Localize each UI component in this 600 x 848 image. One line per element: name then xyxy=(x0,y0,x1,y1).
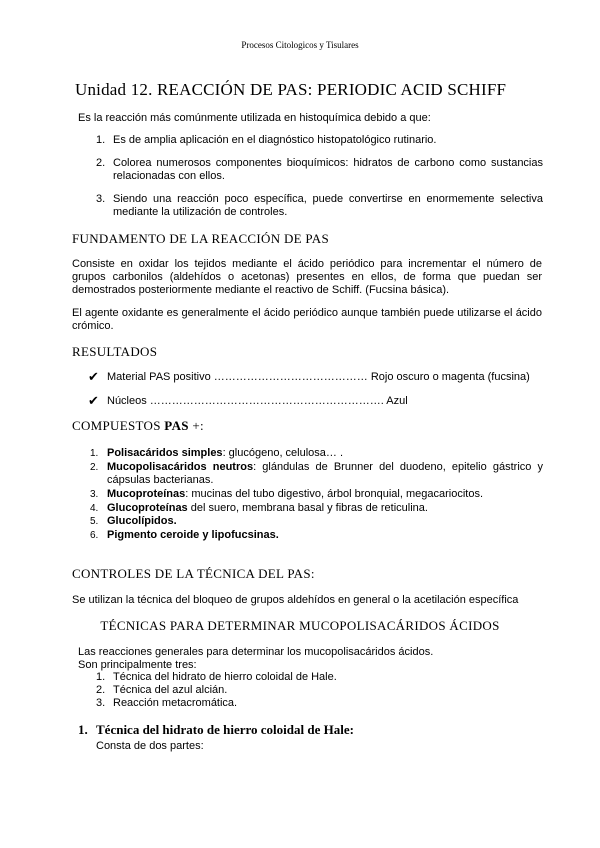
result-text: Núcleos ………………………………………………………. Azul xyxy=(107,395,408,407)
tecnicas-intro-2: Son principalmente tres: xyxy=(78,659,197,671)
list-number: 3. xyxy=(96,697,106,709)
fundamento-paragraph-1: Consiste en oxidar los tejidos mediante el ácido periódico para incrementar el número de grupos carbonilos (aldehídos o acetonas) presentes en ellos, de forma que puedan ser demostrados posteriormente mediante el reactivo de Schiff. (Fucsina básica). xyxy=(72,258,542,296)
list-number: 2. xyxy=(96,157,106,169)
list-number: 3. xyxy=(96,193,106,205)
item-rest: : mucinas del tubo digestivo, árbol bronquial, megacariocitos. xyxy=(185,488,484,500)
list-number: 2. xyxy=(96,684,106,696)
list-number: 1. xyxy=(90,448,99,459)
list-number: 5. xyxy=(90,516,99,527)
list-number: 2. xyxy=(90,462,99,473)
checkmark-icon: ✔ xyxy=(88,369,99,384)
list-text: Técnica del hidrato de hierro coloidal de Hale. xyxy=(113,671,337,683)
tecnicas-intro: Las reacciones generales para determinar los mucopolisacáridos ácidos. xyxy=(78,646,434,658)
page-header: Procesos Citologicos y Tisulares xyxy=(241,40,359,50)
heading-part: COMPUESTOS xyxy=(72,418,165,433)
item-bold: Mucopolisacáridos neutros xyxy=(107,461,254,473)
page-title: Unidad 12. REACCIÓN DE PAS: PERIODIC ACID SCHIFF xyxy=(75,80,507,99)
list-number: 6. xyxy=(90,530,99,541)
intro-text: Es la reacción más comúnmente utilizada en histoquímica debido a que: xyxy=(78,112,431,124)
item-bold: Glucoproteínas xyxy=(107,502,188,514)
section-heading-tecnicas: TÉCNICAS PARA DETERMINAR MUCOPOLISACÁRIDOS ÁCIDOS xyxy=(100,618,500,633)
heading-part-bold: PAS xyxy=(164,418,189,433)
list-number: 1. xyxy=(96,671,106,683)
list-number: 3. xyxy=(90,489,99,500)
hale-number: 1. xyxy=(78,722,88,737)
result-text: Material PAS positivo …………………………………… Rojo oscuro o magenta (fucsina) xyxy=(107,371,530,383)
section-heading-resultados: RESULTADOS xyxy=(72,344,158,359)
hale-subtext: Consta de dos partes: xyxy=(96,740,204,752)
list-text: Técnica del azul alcián. xyxy=(113,684,228,696)
list-number: 4. xyxy=(90,503,99,514)
list-text: Reacción metacromática. xyxy=(113,697,238,709)
section-heading-fundamento: FUNDAMENTO DE LA REACCIÓN DE PAS xyxy=(72,231,329,246)
section-heading-compuestos xyxy=(72,418,204,434)
fundamento-paragraph-2: El agente oxidante es generalmente el ácido periódico aunque también puede utilizarse el ácido crómico. xyxy=(72,307,542,332)
controles-paragraph: Se utilizan la técnica del bloqueo de grupos aldehídos en general o la acetilación específica xyxy=(72,594,519,606)
section-heading-controles: CONTROLES DE LA TÉCNICA DEL PAS: xyxy=(72,566,315,581)
list-number: 1. xyxy=(96,134,106,146)
item-rest: del suero, membrana basal y fibras de reticulina. xyxy=(187,502,428,514)
list-text: Es de amplia aplicación en el diagnóstico histopatológico rutinario. xyxy=(113,134,437,146)
list-text: Colorea numerosos componentes bioquímicos: hidratos de carbono como sustancias relacionadas con ellos. xyxy=(113,157,543,182)
item-bold: Glucolípidos. xyxy=(107,515,177,527)
item-bold: Pigmento ceroide y lipofucsinas. xyxy=(107,529,279,541)
heading-part: +: xyxy=(188,418,204,433)
hale-title: Técnica del hidrato de hierro coloidal de Hale: xyxy=(96,722,354,737)
list-text: Siendo una reacción poco específica, puede convertirse en enormemente selectiva mediante la utilización de controles. xyxy=(113,193,543,218)
item-bold: Mucoproteínas xyxy=(107,488,186,500)
item-rest: : glándulas de Brunner del duodeno, epitelio gástrico y cápsulas bacterianas. xyxy=(107,461,543,486)
checkmark-icon: ✔ xyxy=(88,393,99,408)
item-bold: Polisacáridos simples xyxy=(107,447,223,459)
item-rest: : glucógeno, celulosa… . xyxy=(222,447,344,459)
